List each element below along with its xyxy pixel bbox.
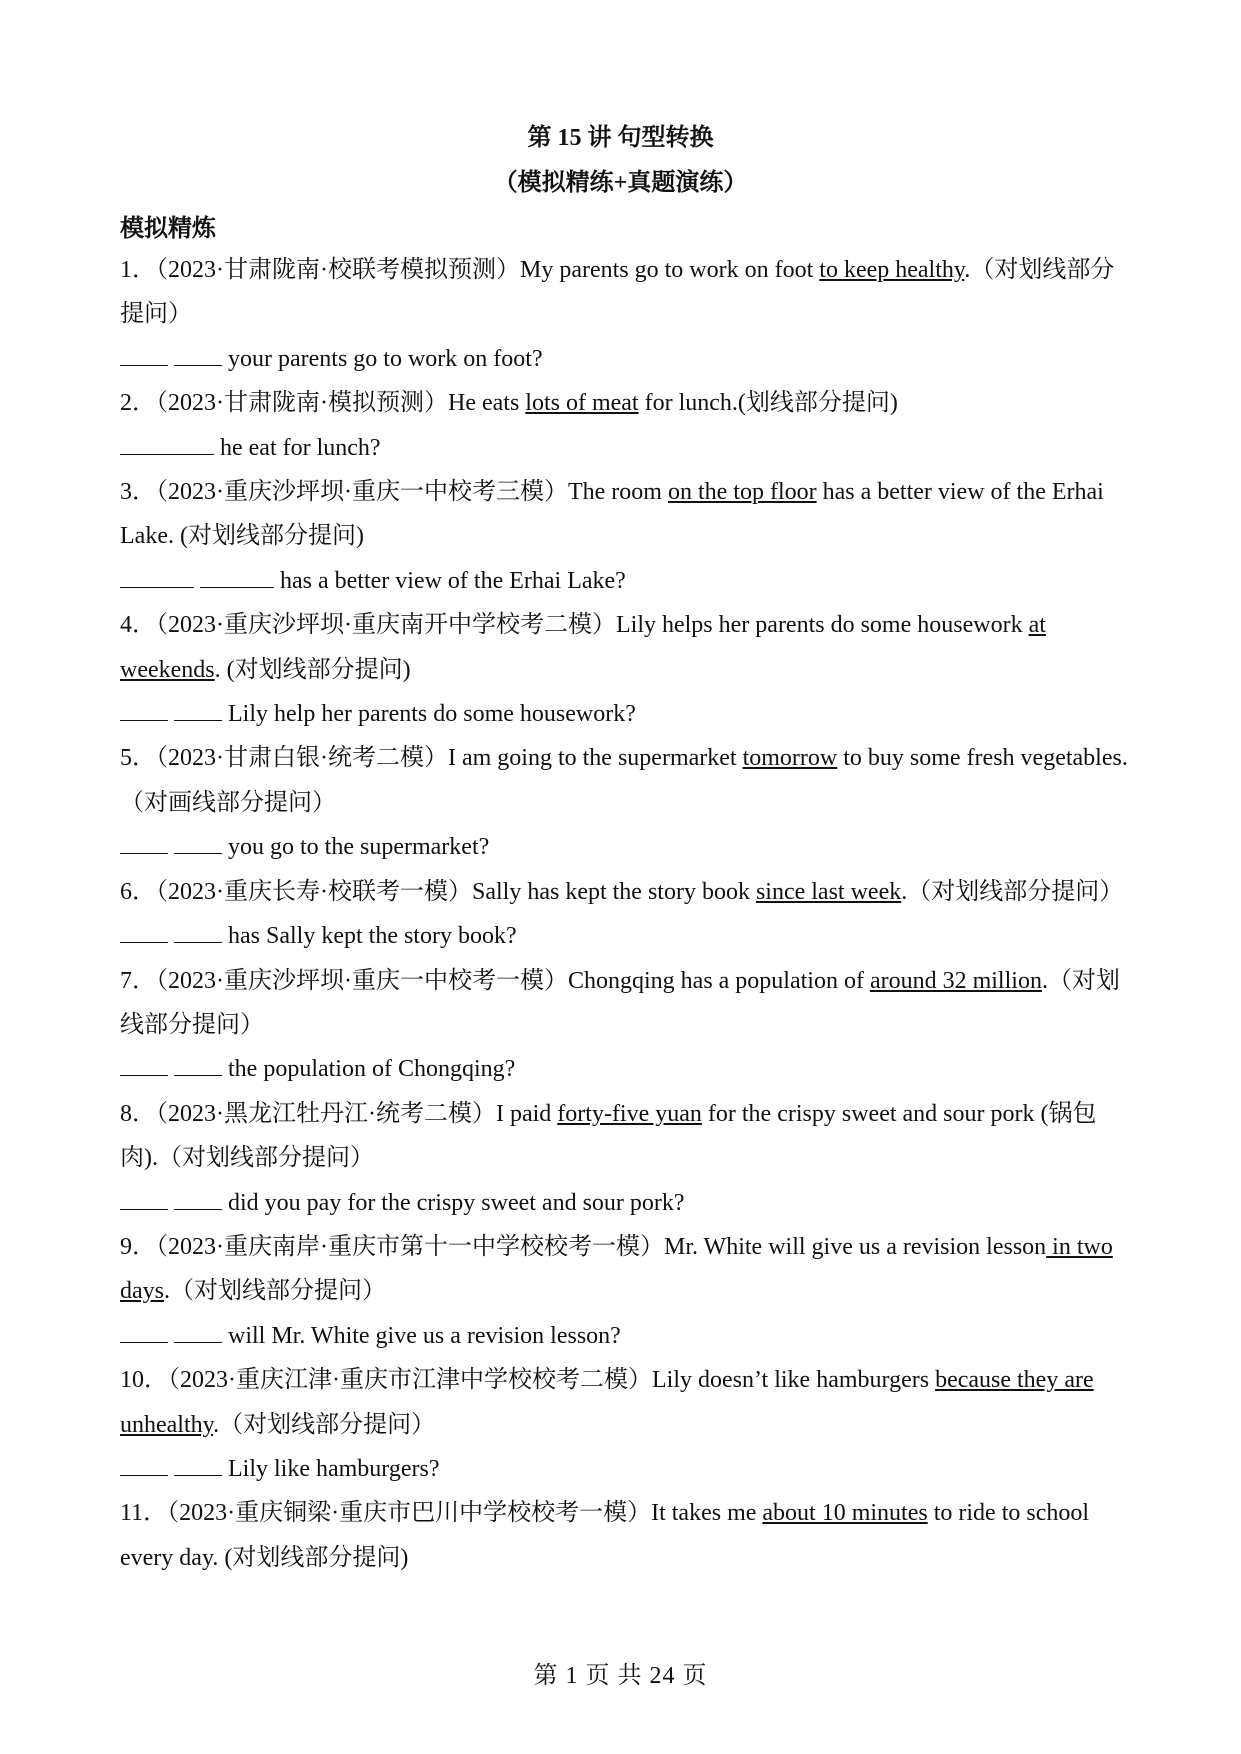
answer-blank	[174, 700, 222, 721]
question-source: （2023·重庆沙坪坝·重庆一中校考一模）	[156, 967, 568, 994]
question-number: 5．	[120, 745, 156, 772]
question-instruction: .（对划线部分提问）	[120, 967, 1120, 1038]
underlined-part: tomorrow	[742, 745, 838, 772]
question-source: （2023·重庆沙坪坝·重庆一中校考三模）	[156, 479, 568, 506]
question-source: （2023·重庆铜梁·重庆市巴川中学校校考一模）	[167, 1500, 652, 1527]
answer-text: you go to the supermarket?	[228, 834, 490, 861]
answer-blank	[120, 1322, 168, 1343]
question-item	[120, 736, 1128, 825]
answer-blank	[120, 1455, 168, 1476]
answer-line	[120, 559, 1128, 603]
question-item	[120, 248, 1128, 337]
answer-text: has Sally kept the story book?	[228, 923, 517, 950]
question-number: 7．	[120, 967, 156, 994]
question-item	[120, 870, 1128, 914]
question-instruction: for the crispy sweet and sour pork (锅包肉).（对划线部分提问）	[120, 1100, 1097, 1172]
question-number: 10．	[120, 1367, 168, 1394]
question-text: The room	[567, 479, 668, 506]
question-instruction: to ride to school every day. (对划线部分提问)	[120, 1500, 1090, 1571]
answer-text: your parents go to work on foot?	[228, 345, 543, 372]
underlined-part: lots of meat	[525, 390, 639, 417]
page-subtitle: （模拟精练+真题演练）	[493, 170, 748, 196]
question-instruction: for lunch.(划线部分提问)	[638, 390, 898, 417]
question-number: 11．	[120, 1500, 168, 1527]
underlined-part: on the top floor	[667, 479, 817, 506]
question-text: Lily helps her parents do some housework	[615, 612, 1029, 639]
page-title: 第 15 讲 句型转换	[527, 125, 714, 151]
page-footer: 第 1 页 共 24 页	[533, 1663, 708, 1689]
answer-line	[120, 426, 1128, 470]
underlined-part: forty-five yuan	[557, 1100, 702, 1127]
answer-line	[120, 914, 1128, 958]
question-item	[120, 381, 1128, 425]
answer-line	[120, 1447, 1128, 1491]
answer-line	[120, 692, 1128, 736]
answer-line	[120, 1314, 1128, 1358]
question-item	[120, 470, 1128, 559]
question-source: （2023·重庆长寿·校联考一模）	[156, 878, 472, 905]
question-text: Mr. White will give us a revision lesson	[663, 1233, 1047, 1260]
question-item	[120, 1092, 1128, 1181]
answer-blank	[174, 1455, 222, 1476]
underlined-part: at weekends	[120, 612, 1046, 683]
answer-blank	[174, 922, 222, 943]
underlined-part: to keep healthy	[819, 257, 965, 283]
question-item	[120, 959, 1128, 1048]
answer-text: the population of Chongqing?	[228, 1056, 516, 1083]
underlined-part: because they are unhealthy	[120, 1367, 1094, 1438]
underlined-part: around 32 million	[869, 967, 1042, 994]
underlined-part: in two days	[120, 1233, 1113, 1305]
question-instruction: to buy some fresh vegetables. （对画线部分提问）	[120, 745, 1128, 816]
question-text: I paid	[495, 1100, 558, 1127]
question-item	[120, 1358, 1128, 1447]
answer-blank	[120, 700, 168, 721]
question-text: I am going to the supermarket	[447, 745, 743, 772]
question-instruction: .（对划线部分提问）	[901, 878, 1124, 905]
question-source: （2023·重庆南岸·重庆市第十一中学校校考一模）	[156, 1233, 664, 1260]
question-text: He eats	[447, 390, 526, 417]
underlined-part: about 10 minutes	[762, 1500, 928, 1527]
answer-blank	[120, 1055, 168, 1076]
answer-line	[120, 1181, 1128, 1225]
question-source: （2023·黑龙江牡丹江·统考二模）	[156, 1100, 496, 1127]
question-number: 9．	[120, 1233, 156, 1260]
question-instruction: . (对划线部分提问)	[214, 656, 411, 683]
question-text: Lily doesn’t like hamburgers	[651, 1367, 936, 1394]
question-item	[120, 1491, 1128, 1580]
question-number: 8．	[120, 1100, 156, 1127]
question-item	[120, 603, 1128, 692]
question-number: 3．	[120, 479, 156, 506]
question-text: It takes me	[651, 1500, 763, 1527]
answer-blank	[174, 833, 222, 854]
answer-line	[120, 337, 1128, 381]
answer-blank	[174, 1322, 222, 1343]
answer-blank	[120, 833, 168, 854]
question-list	[120, 248, 1128, 1580]
answer-text: did you pay for the crispy sweet and sour pork?	[228, 1189, 685, 1216]
question-source: （2023·甘肃陇南·模拟预测）	[156, 390, 448, 417]
question-number: 2．	[120, 390, 156, 417]
answer-blank	[120, 567, 194, 588]
question-source: （2023·重庆江津·重庆市江津中学校校考二模）	[168, 1367, 652, 1394]
question-text: Chongqing has a population of	[567, 967, 870, 994]
question-instruction: .（对划线部分提问）	[120, 257, 1115, 328]
question-instruction: .（对划线部分提问）	[164, 1278, 386, 1305]
question-source: （2023·重庆沙坪坝·重庆南开中学校考二模）	[156, 612, 616, 639]
answer-blank	[120, 345, 168, 366]
answer-text: will Mr. White give us a revision lesson?	[228, 1322, 621, 1349]
section-heading: 模拟精炼	[120, 216, 216, 242]
question-number: 1．	[120, 257, 156, 283]
question-text: Sally has kept the story book	[471, 878, 756, 905]
question-source: （2023·甘肃白银·统考二模）	[156, 745, 448, 772]
underlined-part: since last week	[755, 878, 902, 905]
answer-text: Lily help her parents do some housework?	[228, 701, 636, 728]
answer-line	[120, 1047, 1128, 1091]
answer-text: he eat for lunch?	[220, 434, 381, 461]
question-source: （2023·甘肃陇南·校联考模拟预测）	[156, 257, 520, 283]
question-instruction: has a better view of the Erhai Lake. (对划线部分提问)	[120, 479, 1104, 550]
answer-blank	[174, 1055, 222, 1076]
answer-blank	[174, 345, 222, 366]
answer-blank	[120, 1189, 168, 1210]
question-number: 6．	[120, 878, 156, 905]
question-instruction: .（对划线部分提问）	[213, 1411, 436, 1438]
answer-blank	[120, 922, 168, 943]
answer-line	[120, 825, 1128, 869]
answer-blank	[200, 567, 274, 588]
answer-text: Lily like hamburgers?	[228, 1455, 440, 1482]
answer-text: has a better view of the Erhai Lake?	[280, 567, 626, 594]
answer-blank	[174, 1189, 222, 1210]
question-text: My parents go to work on foot	[519, 257, 820, 283]
answer-blank	[120, 434, 214, 455]
question-number: 4．	[120, 612, 156, 639]
question-item	[120, 1225, 1128, 1314]
